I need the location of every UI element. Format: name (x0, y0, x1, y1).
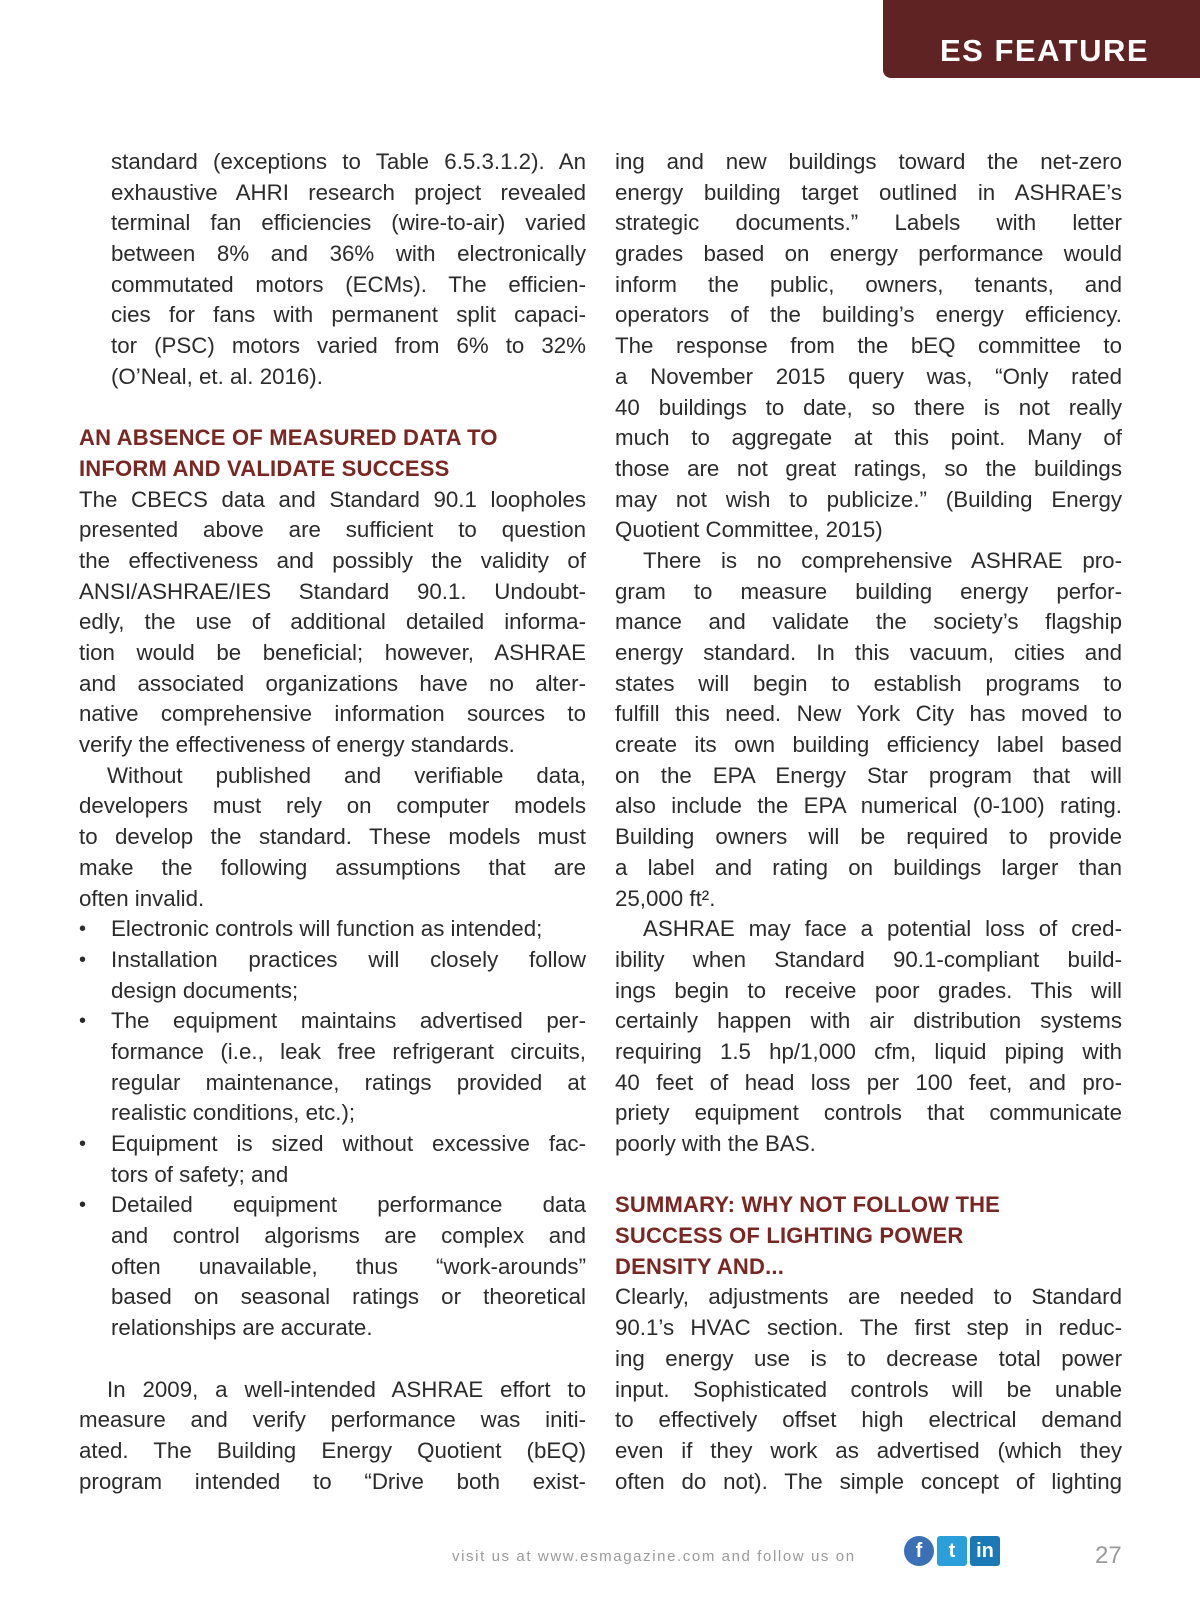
text-line (79, 239, 586, 270)
line-text: standard (exceptions to Table 6.5.3.1.2). An (111, 149, 586, 174)
text-line (79, 945, 586, 976)
line-text: ing and new buildings toward the net-zero (615, 149, 1122, 174)
text-line (79, 822, 586, 853)
line-text: realistic conditions, etc.); (111, 1100, 356, 1126)
text-line (615, 1068, 1122, 1099)
line-text: energy standard. In this vacuum, cities and (615, 640, 1122, 665)
linkedin-icon[interactable]: in (970, 1536, 1000, 1566)
line-text: strategic documents.” Labels with letter (615, 210, 1122, 236)
line-text: Without published and verifiable data, (107, 762, 586, 788)
line-text: The response from the bEQ committee to (615, 333, 1122, 359)
line-text: those are not great ratings, so the buildings (615, 455, 1122, 481)
text-line (79, 914, 586, 945)
text-line (615, 1375, 1122, 1406)
line-text: ANSI/ASHRAE/IES Standard 90.1. Undoubt- (79, 578, 586, 604)
line-text: often invalid. (79, 885, 205, 911)
line-text: exhaustive AHRI research project revealed (111, 179, 586, 205)
text-line (615, 515, 1122, 546)
text-line (79, 300, 586, 331)
line-text: and associated organizations have no alter- (79, 670, 586, 696)
text-line (615, 178, 1122, 209)
line-text: design documents; (111, 977, 299, 1003)
line-text: edly, the use of additional detailed informa- (79, 609, 586, 635)
line-text: input. Sophisticated controls will be unable (615, 1376, 1122, 1402)
line-text: Equipment is sized without excessive fac- (111, 1131, 586, 1156)
text-line (615, 699, 1122, 730)
section-heading-line (79, 454, 586, 485)
line-text: states will begin to establish programs to (615, 670, 1122, 696)
line-text: commutated motors (ECMs). The efficien- (111, 271, 586, 297)
line-text: gram to measure building energy perfor- (615, 578, 1122, 604)
line-text: ings begin to receive poor grades. This will (615, 977, 1122, 1003)
line-text: program intended to “Drive both exist- (79, 1468, 586, 1494)
line-text: DENSITY AND... (615, 1253, 785, 1279)
bullet-icon: • (79, 1194, 87, 1217)
bullet-icon: • (79, 1133, 87, 1155)
text-line (615, 147, 1122, 178)
text-line (615, 300, 1122, 331)
text-line (615, 485, 1122, 516)
text-line (79, 1037, 586, 1068)
line-text: Building owners will be required to provide (615, 824, 1122, 850)
line-text: SUCCESS OF LIGHTING POWER (615, 1223, 964, 1249)
text-line (615, 791, 1122, 822)
section-heading-line (615, 1221, 1122, 1252)
text-line (79, 607, 586, 638)
line-text: relationships are accurate. (111, 1315, 373, 1341)
line-text: certainly happen with air distribution systems (615, 1008, 1122, 1034)
text-line (615, 730, 1122, 761)
line-text: also include the EPA numerical (0-100) rating. (615, 793, 1122, 819)
line-text: mance and validate the society’s flagship (615, 609, 1122, 635)
social-links (904, 1536, 1000, 1566)
text-line (615, 945, 1122, 976)
text-line (615, 884, 1122, 915)
line-text: based on seasonal ratings or theoretical (111, 1284, 586, 1310)
text-line (79, 976, 586, 1007)
text-line (615, 1098, 1122, 1129)
line-text: tors of safety; and (111, 1161, 289, 1187)
right-column (615, 147, 1122, 1497)
text-line (79, 1068, 586, 1099)
text-line (79, 669, 586, 700)
line-text: even if they work as advertised (which they (615, 1437, 1122, 1463)
text-line (79, 1221, 586, 1252)
line-text: regular maintenance, ratings provided at (111, 1069, 586, 1095)
text-line (615, 393, 1122, 424)
line-text: often unavailable, thus “work-arounds” (111, 1253, 586, 1279)
text-line (615, 546, 1122, 577)
page-number: 27 (1095, 1542, 1122, 1569)
line-text: developers must rely on computer models (79, 793, 586, 819)
line-text: verify the effectiveness of energy standards. (79, 732, 515, 758)
bullet-icon: • (79, 918, 87, 941)
text-line (79, 1405, 586, 1436)
text-line (79, 1098, 586, 1129)
line-text: a November 2015 query was, “Only rated (615, 363, 1122, 389)
line-text: and control algorisms are complex and (111, 1223, 586, 1249)
line-text: to develop the standard. These models must (79, 824, 586, 850)
text-line (79, 1252, 586, 1283)
text-line (79, 1190, 586, 1221)
section-heading-line (615, 1190, 1122, 1221)
text-line (615, 423, 1122, 454)
bullet-icon: • (79, 948, 87, 971)
text-line (615, 1344, 1122, 1375)
section-heading-line (615, 1252, 1122, 1283)
spacer (79, 1344, 586, 1375)
text-line (615, 1467, 1122, 1498)
text-line (615, 669, 1122, 700)
line-text: 40 feet of head loss per 100 feet, and pro- (615, 1069, 1122, 1095)
text-line (79, 884, 586, 915)
text-line (615, 1129, 1122, 1160)
text-line (79, 147, 586, 178)
text-line (615, 239, 1122, 270)
text-line (615, 454, 1122, 485)
line-text: ing energy use is to decrease total power (615, 1345, 1122, 1371)
section-heading-line (79, 423, 586, 454)
text-line (615, 853, 1122, 884)
text-line (615, 1037, 1122, 1068)
text-line (615, 1282, 1122, 1313)
text-line (615, 208, 1122, 239)
text-line (615, 270, 1122, 301)
text-line (79, 208, 586, 239)
line-text: formance (i.e., leak free refrigerant circuits, (111, 1038, 586, 1064)
text-line (79, 1375, 586, 1406)
text-line (79, 1467, 586, 1498)
spacer (79, 393, 586, 424)
line-text: The CBECS data and Standard 90.1 loopholes (79, 486, 586, 512)
text-line (615, 976, 1122, 1007)
line-text: Detailed equipment performance data (111, 1192, 586, 1218)
line-text: energy building target outlined in ASHRAE’s (615, 179, 1122, 205)
line-text: create its own building efficiency label based (615, 732, 1122, 758)
text-line (79, 761, 586, 792)
line-text: The equipment maintains advertised per- (111, 1008, 586, 1034)
line-text: 90.1’s HVAC section. The first step in reduc- (615, 1315, 1122, 1341)
text-line (79, 362, 586, 393)
line-text: inform the public, owners, tenants, and (615, 271, 1122, 297)
bullet-icon: • (79, 1010, 87, 1033)
line-text: Electronic controls will function as intended; (111, 916, 543, 942)
text-line (79, 638, 586, 669)
text-line (79, 1282, 586, 1313)
line-text: ASHRAE may face a potential loss of cred- (643, 916, 1122, 942)
line-text: on the EPA Energy Star program that will (615, 762, 1122, 788)
text-line (79, 1129, 586, 1160)
line-text: between 8% and 36% with electronically (111, 241, 586, 267)
line-text: ated. The Building Energy Quotient (bEQ) (79, 1437, 586, 1463)
text-line (615, 1006, 1122, 1037)
text-line (79, 331, 586, 362)
line-text: presented above are sufficient to question (79, 517, 586, 543)
line-text: tion would be beneficial; however, ASHRAE (79, 640, 586, 665)
line-text: priety equipment controls that communicate (615, 1100, 1122, 1126)
line-text: a label and rating on buildings larger than (615, 854, 1122, 880)
line-text: AN ABSENCE OF MEASURED DATA TO (79, 425, 498, 451)
text-line (79, 546, 586, 577)
text-line (79, 1160, 586, 1191)
text-line (615, 362, 1122, 393)
text-line (79, 178, 586, 209)
line-text: INFORM AND VALIDATE SUCCESS (79, 455, 450, 481)
text-line (615, 822, 1122, 853)
text-line (615, 1313, 1122, 1344)
text-line (79, 1313, 586, 1344)
text-line (615, 607, 1122, 638)
twitter-icon[interactable]: t (937, 1536, 967, 1566)
text-line (79, 730, 586, 761)
text-line (79, 1436, 586, 1467)
line-text: Clearly, adjustments are needed to Standard (615, 1284, 1122, 1310)
line-text: requiring 1.5 hp/1,000 cfm, liquid piping with (615, 1038, 1122, 1064)
text-line (615, 1405, 1122, 1436)
line-text: Quotient Committee, 2015) (615, 517, 883, 543)
text-line (79, 1006, 586, 1037)
line-text: 25,000 ft². (615, 885, 716, 911)
line-text: ibility when Standard 90.1-compliant build- (615, 946, 1122, 972)
line-text: (O’Neal, et. al. 2016). (111, 363, 323, 389)
text-line (79, 270, 586, 301)
facebook-icon[interactable]: f (904, 1536, 934, 1566)
line-text: grades based on energy performance would (615, 241, 1122, 267)
left-column (79, 147, 586, 1497)
line-text: cies for fans with permanent split capaci- (111, 302, 586, 328)
line-text: 40 buildings to date, so there is not really (615, 394, 1122, 420)
line-text: may not wish to publicize.” (Building Energy (615, 486, 1122, 512)
text-line (79, 515, 586, 546)
line-text: Installation practices will closely follow (111, 946, 586, 972)
section-header-tab (883, 0, 1200, 78)
text-line (79, 791, 586, 822)
line-text: terminal fan efficiencies (wire-to-air) varied (111, 210, 586, 236)
line-text: native comprehensive information sources to (79, 701, 586, 727)
line-text: SUMMARY: WHY NOT FOLLOW THE (615, 1192, 1001, 1218)
line-text: fulfill this need. New York City has moved to (615, 701, 1122, 727)
line-text: the effectiveness and possibly the validity of (79, 547, 586, 573)
line-text: In 2009, a well-intended ASHRAE effort to (107, 1376, 586, 1402)
line-text: make the following assumptions that are (79, 854, 586, 880)
text-line (615, 577, 1122, 608)
line-text: measure and verify performance was initi- (79, 1407, 586, 1433)
footer-website-text: visit us at www.esmagazine.com and follow us on (452, 1548, 856, 1565)
spacer (615, 1160, 1122, 1191)
text-line (79, 699, 586, 730)
text-line (79, 577, 586, 608)
line-text: operators of the building’s energy efficiency. (615, 302, 1122, 328)
text-line (615, 638, 1122, 669)
text-line (79, 853, 586, 884)
text-line (615, 761, 1122, 792)
text-line (79, 485, 586, 516)
section-label: ES FEATURE (940, 33, 1150, 68)
line-text: to effectively offset high electrical demand (615, 1407, 1122, 1433)
text-line (615, 331, 1122, 362)
line-text: much to aggregate at this point. Many of (615, 425, 1122, 451)
line-text: poorly with the BAS. (615, 1131, 816, 1156)
text-line (615, 1436, 1122, 1467)
line-text: often do not). The simple concept of lighting (615, 1468, 1122, 1494)
text-line (615, 914, 1122, 945)
line-text: tor (PSC) motors varied from 6% to 32% (111, 333, 586, 359)
line-text: There is no comprehensive ASHRAE pro- (643, 547, 1122, 573)
